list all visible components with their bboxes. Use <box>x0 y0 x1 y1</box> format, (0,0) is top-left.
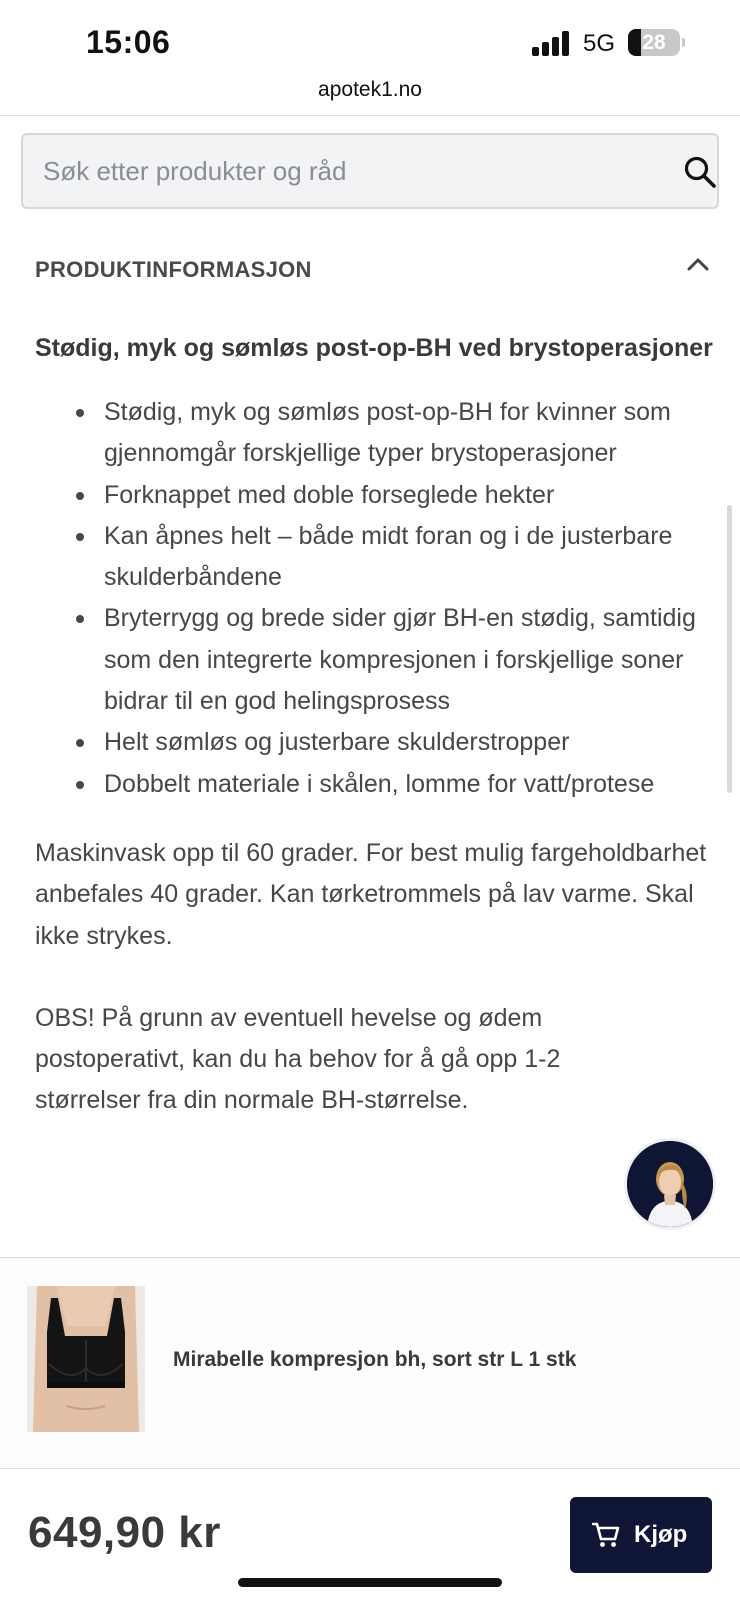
buy-button[interactable] <box>570 1497 712 1573</box>
divider <box>0 115 740 116</box>
status-bar <box>0 0 740 80</box>
feature-item: Forknappet med doble forseglede hekter <box>35 475 715 516</box>
scrollbar[interactable] <box>727 505 732 793</box>
battery-level: 28 <box>642 31 666 54</box>
signal-icon <box>532 30 572 56</box>
buy-button-label: Kjøp <box>634 1521 688 1548</box>
search-box[interactable] <box>21 133 719 209</box>
battery-cap <box>682 38 685 47</box>
search-icon[interactable] <box>683 155 717 189</box>
section-title[interactable]: PRODUKTINFORMASJON <box>35 257 312 282</box>
divider <box>0 1468 740 1469</box>
pharmacist-chat-avatar[interactable] <box>624 1138 716 1230</box>
cart-icon <box>592 1522 620 1548</box>
feature-list <box>35 392 715 805</box>
size-note: OBS! På grunn av eventuell hevelse og ødem postoperativt, kan du ha behov for å gå opp 1-2 størrelser fra din normale BH-størrelse. <box>35 1003 561 1115</box>
feature-item: Dobbelt materiale i skålen, lomme for vatt/protese <box>35 764 715 805</box>
description-headline: Stødig, myk og sømløs post-op-BH ved brystoperasjoner <box>35 334 713 362</box>
product-price: 649,90 kr <box>28 1508 221 1557</box>
home-indicator[interactable] <box>238 1578 502 1587</box>
search-input[interactable] <box>43 135 643 207</box>
battery-icon <box>628 29 680 56</box>
status-time: 15:06 <box>86 24 171 60</box>
product-name[interactable]: Mirabelle kompresjon bh, sort str L 1 stk <box>173 1348 577 1371</box>
feature-item: Kan åpnes helt – både midt foran og i de justerbare skulderbåndene <box>35 516 715 599</box>
feature-item: Helt sømløs og justerbare skulderstropper <box>35 722 715 763</box>
url-bar[interactable]: apotek1.no <box>318 78 422 101</box>
feature-item: Stødig, myk og sømløs post-op-BH for kvinner som gjennomgår forskjellige typer brystoperasjoner <box>35 392 715 475</box>
network-type: 5G <box>583 30 616 57</box>
care-instructions: Maskinvask opp til 60 grader. For best mulig fargeholdbarhet anbefales 40 grader. Kan tørketrommels på lav varme. Skal ikke strykes. <box>35 838 707 950</box>
product-image <box>27 1286 145 1432</box>
pharmacist-avatar-image <box>627 1141 713 1227</box>
product-description <box>35 328 715 1122</box>
feature-item: Bryterrygg og brede sider gjør BH-en stødig, samtidig som den integrerte kompresjonen i forskjellige soner bidrar til en god helingsprosess <box>35 598 715 722</box>
chevron-up-icon[interactable] <box>686 256 710 272</box>
